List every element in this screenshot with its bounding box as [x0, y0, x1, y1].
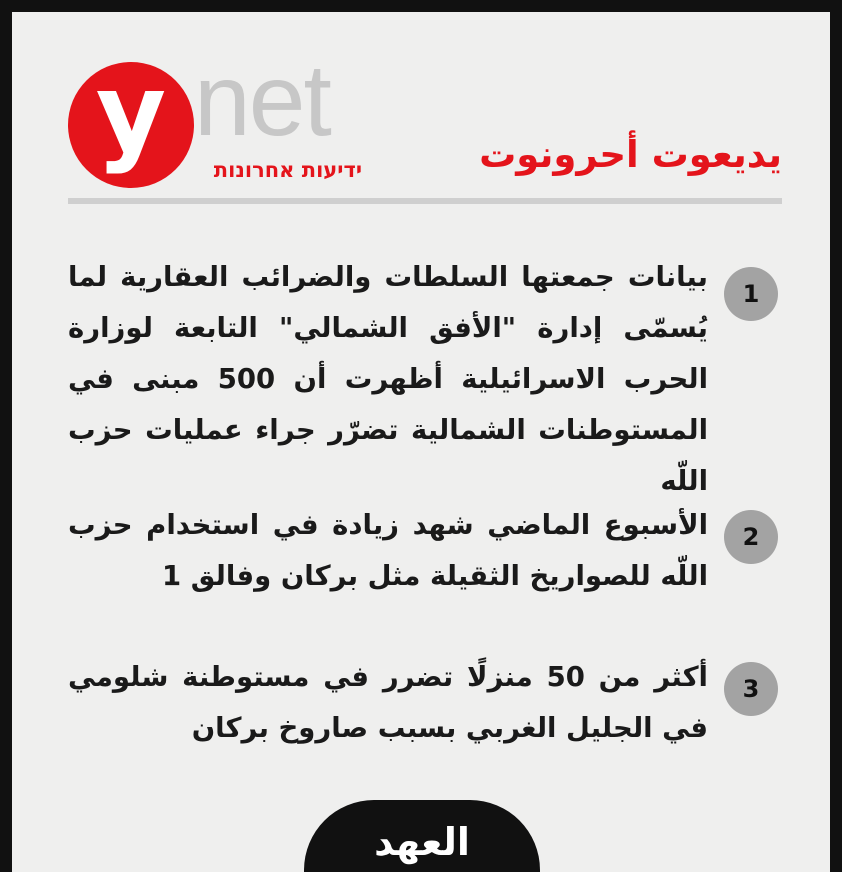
header-divider	[68, 198, 782, 204]
source-name-title: يديعوت أحرونوت	[479, 133, 782, 176]
ynet-logo-circle	[68, 51, 194, 188]
item-text: بيانات جمعتها السلطات والضرائب العقارية لما يُسمّى إدارة "الأفق الشمالي" التابعة لوزارة الحرب الاسرائيلية أظهرت أن 500 مبنى في المستوطنات الشمالية تضرّر جراء عمليات حزب اللّه	[68, 261, 709, 497]
ynet-logo-letter: y	[95, 51, 167, 176]
ynet-logo	[68, 43, 368, 190]
ynet-logo-wordmark: net	[194, 43, 330, 157]
item-text: الأسبوع الماضي شهد زيادة في استخدام حزب اللّه للصواريخ الثقيلة مثل بركان وفالق 1	[68, 509, 708, 592]
item-number-badge: 2	[724, 510, 778, 564]
item-number-badge: 1	[724, 267, 778, 321]
item-number-badge: 3	[724, 662, 778, 716]
item-text: أكثر من 50 منزلًا تضرر في مستوطنة شلومي في الجليل الغربي بسبب صاروخ بركان	[68, 661, 708, 744]
infographic-card	[12, 12, 830, 872]
footer-logo-tab	[304, 800, 540, 872]
ynet-logo-hebrew-tagline: ידיעות אחרונות	[213, 158, 362, 182]
al-ahed-logo: العهد	[374, 820, 470, 864]
